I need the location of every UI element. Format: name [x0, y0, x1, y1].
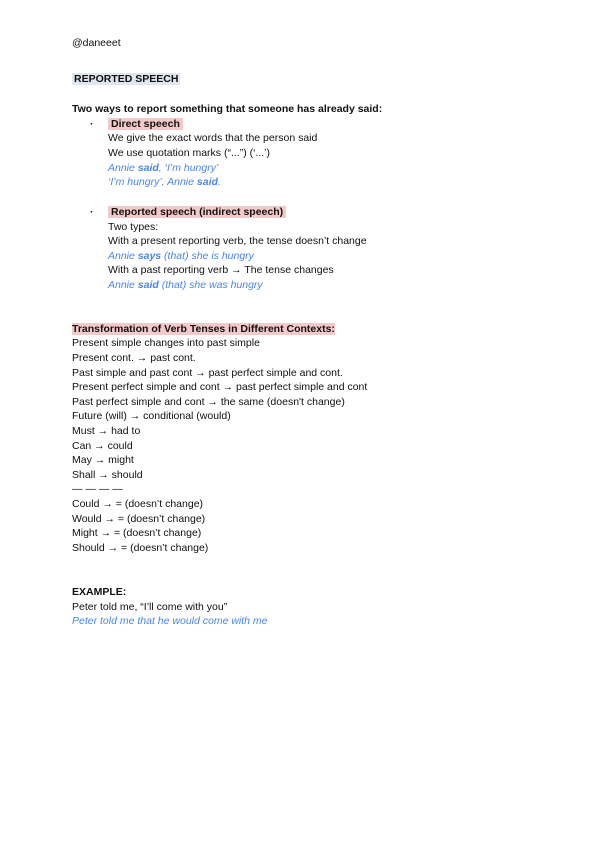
- direct-speech-heading: [108, 117, 183, 131]
- reported-example-2-b: said: [137, 279, 159, 291]
- reported-line-2: With a present reporting verb, the tense doesn’t change: [108, 235, 367, 247]
- direct-example-2-c: .: [217, 176, 221, 188]
- example-heading: EXAMPLE:: [72, 586, 127, 598]
- title-text: REPORTED SPEECH: [74, 73, 179, 85]
- direct-example-2: [108, 175, 221, 189]
- reported-example-2-a: Annie: [108, 279, 138, 291]
- direct-line-2: We use quotation marks (“...”) (‘...’): [108, 147, 271, 159]
- rule-item: Future (will) → conditional (would): [72, 410, 231, 422]
- direct-example-1: [108, 161, 218, 175]
- direct-example-1-b: said: [137, 162, 159, 174]
- reported-speech-label: Reported speech (indirect speech): [108, 206, 286, 218]
- direct-speech-label: Direct speech: [108, 118, 183, 130]
- direct-line-1: We give the exact words that the person said: [108, 132, 318, 144]
- direct-example-1-a: Annie: [108, 162, 138, 174]
- rule-item: Present simple changes into past simple: [72, 337, 260, 349]
- bullet-reported: ·: [90, 206, 94, 218]
- rule-item: Could → = (doesn’t change): [72, 498, 204, 510]
- reported-example-1-b: says: [137, 250, 162, 262]
- reported-example-1: [108, 249, 254, 263]
- example-sentence: Peter told me, “I’ll come with you”: [72, 601, 228, 613]
- rule-item: Past simple and past cont → past perfect simple and cont.: [72, 367, 343, 379]
- rule-divider: — — — —: [72, 483, 123, 495]
- reported-example-2: [108, 278, 263, 292]
- reported-example-1-a: Annie: [108, 250, 138, 262]
- bullet-direct: ·: [90, 118, 94, 130]
- rule-item: Should → = (doesn’t change): [72, 542, 209, 554]
- author-handle: @daneeet: [72, 37, 121, 49]
- direct-example-1-c: , ‘I’m hungry’: [158, 162, 219, 174]
- reported-speech-heading: [108, 205, 286, 219]
- reported-line-3: With a past reporting verb → The tense changes: [108, 264, 334, 276]
- rule-item: Present cont. → past cont.: [72, 352, 196, 364]
- rule-item: Might → = (doesn’t change): [72, 527, 202, 539]
- rule-item: Shall → should: [72, 469, 143, 481]
- rule-item: Would → = (doesn’t change): [72, 513, 206, 525]
- example-reported: Peter told me that he would come with me: [72, 615, 268, 627]
- rule-item: Must → had to: [72, 425, 141, 437]
- rule-item: May → might: [72, 454, 134, 466]
- transformation-heading-text: Transformation of Verb Tenses in Different Contexts:: [72, 323, 335, 335]
- reported-example-1-c: (that) she is hungry: [161, 250, 254, 262]
- direct-example-2-a: ‘I’m hungry’, Annie: [108, 176, 197, 188]
- direct-example-2-b: said: [196, 176, 218, 188]
- intro-heading: Two ways to report something that someone has already said:: [72, 103, 383, 115]
- rule-item: Can → could: [72, 440, 133, 452]
- page-title: [72, 72, 180, 86]
- transformation-heading: [72, 322, 335, 336]
- rule-item: Past perfect simple and cont → the same (doesn't change): [72, 396, 345, 408]
- rule-item: Present perfect simple and cont → past perfect simple and cont: [72, 381, 368, 393]
- reported-example-2-c: (that) she was hungry: [158, 279, 263, 291]
- reported-line-1: Two types:: [108, 221, 159, 233]
